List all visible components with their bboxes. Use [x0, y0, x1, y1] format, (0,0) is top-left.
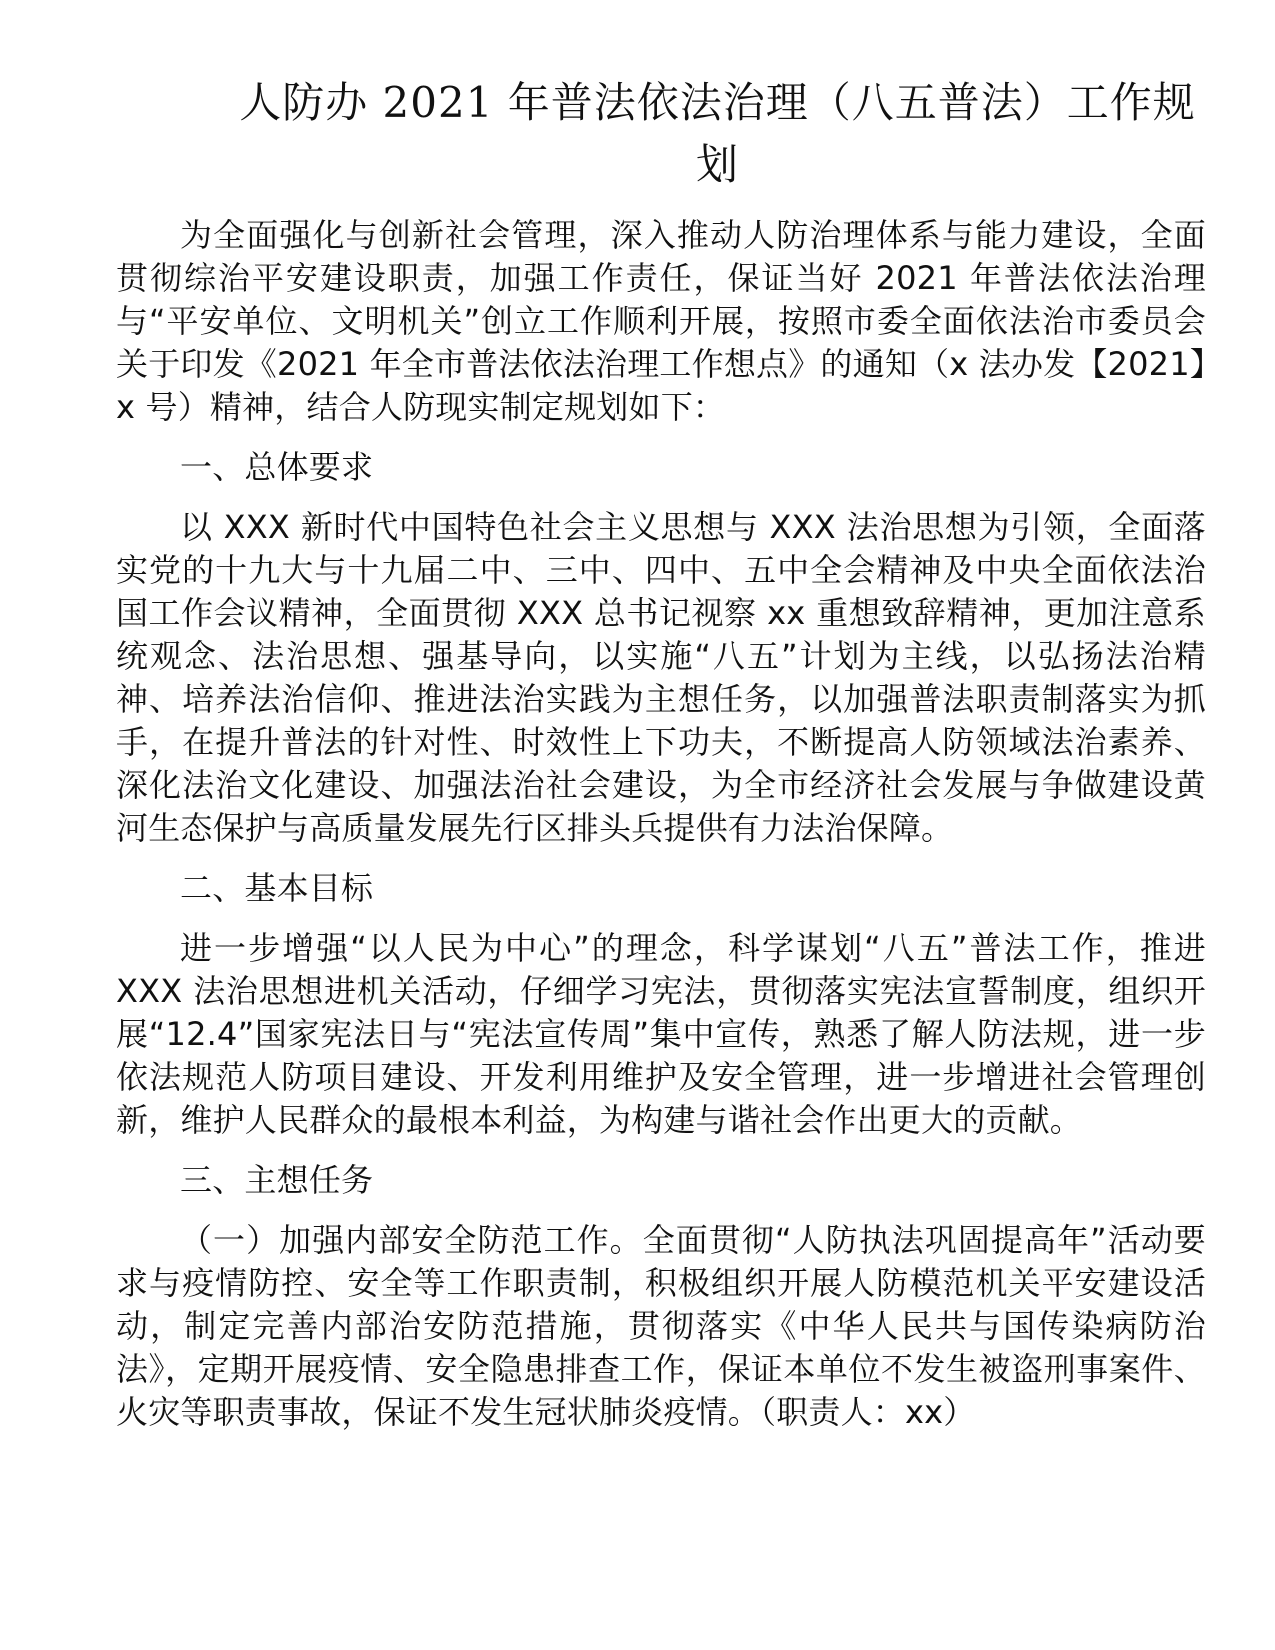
document-title: 人防办 2021 年普法依法治理（八五普法）工作规划 [239, 78, 1196, 189]
document-body [116, 214, 1206, 1451]
main-task-1-paragraph: （一）加强内部安全防范工作。全面贯彻“人防执法巩固提高年”活动要求与疫情防控、安全等工作职责制，积极组织开展人防模范机关平安建设活动，制定完善内部治安防范措施，贯彻落实《中华人民共与国传染病防治法》，定期开展疫情、安全隐患排查工作，保证本单位不发生被盗刑事案件、火灾等职责事故，保证不发生冠状肺炎疫情。（职责人：xx） [116, 1221, 1206, 1431]
intro-paragraph: 为全面强化与创新社会管理，深入推动人防治理体系与能力建设，全面贯彻综治平安建设职责，加强工作责任，保证当好 2021 年普法依法治理与“平安单位、文明机关”创立工作顺利开展，按照市委全面依法治市委员会关于印发《2021 年全市普法依法治理工作想点》的通知（x 法办发【2021】x 号）精神，结合人防现实制定规划如下： [116, 216, 1206, 426]
section-heading-general-requirements: 一、总体要求 [180, 448, 374, 486]
basic-goals-paragraph: 进一步增强“以人民为中心”的理念，科学谋划“八五”普法工作，推进 XXX 法治思想进机关活动，仔细学习宪法，贯彻落实宪法宣誓制度，组织开展“12.4”国家宪法日与“宪法宣传周”集中宣传，熟悉了解人防法规，进一步依法规范人防项目建设、开发利用维护及安全管理，进一步增进社会管理创新，维护人民群众的最根本利益，为构建与谐社会作出更大的贡献。 [116, 929, 1206, 1139]
section-heading-basic-goals: 二、基本目标 [180, 869, 374, 907]
general-requirements-paragraph: 以 XXX 新时代中国特色社会主义思想与 XXX 法治思想为引领，全面落实党的十九大与十九届二中、三中、四中、五中全会精神及中央全面依法治国工作会议精神，全面贯彻 XXX 总书记视察 xx 重想致辞精神，更加注意系统观念、法治思想、强基导向，以实施“八五”计划为主线，以弘扬法治精神、培养法治信仰、推进法治实践为主想任务，以加强普法职责制落实为抓手，在提升普法的针对性、时效性上下功夫，不断提高人防领域法治素养、深化法治文化建设、加强法治社会建设，为全市经济社会发展与争做建设黄河生态保护与高质量发展先行区排头兵提供有力法治保障。 [116, 508, 1206, 847]
section-heading-main-tasks: 三、主想任务 [180, 1161, 374, 1199]
